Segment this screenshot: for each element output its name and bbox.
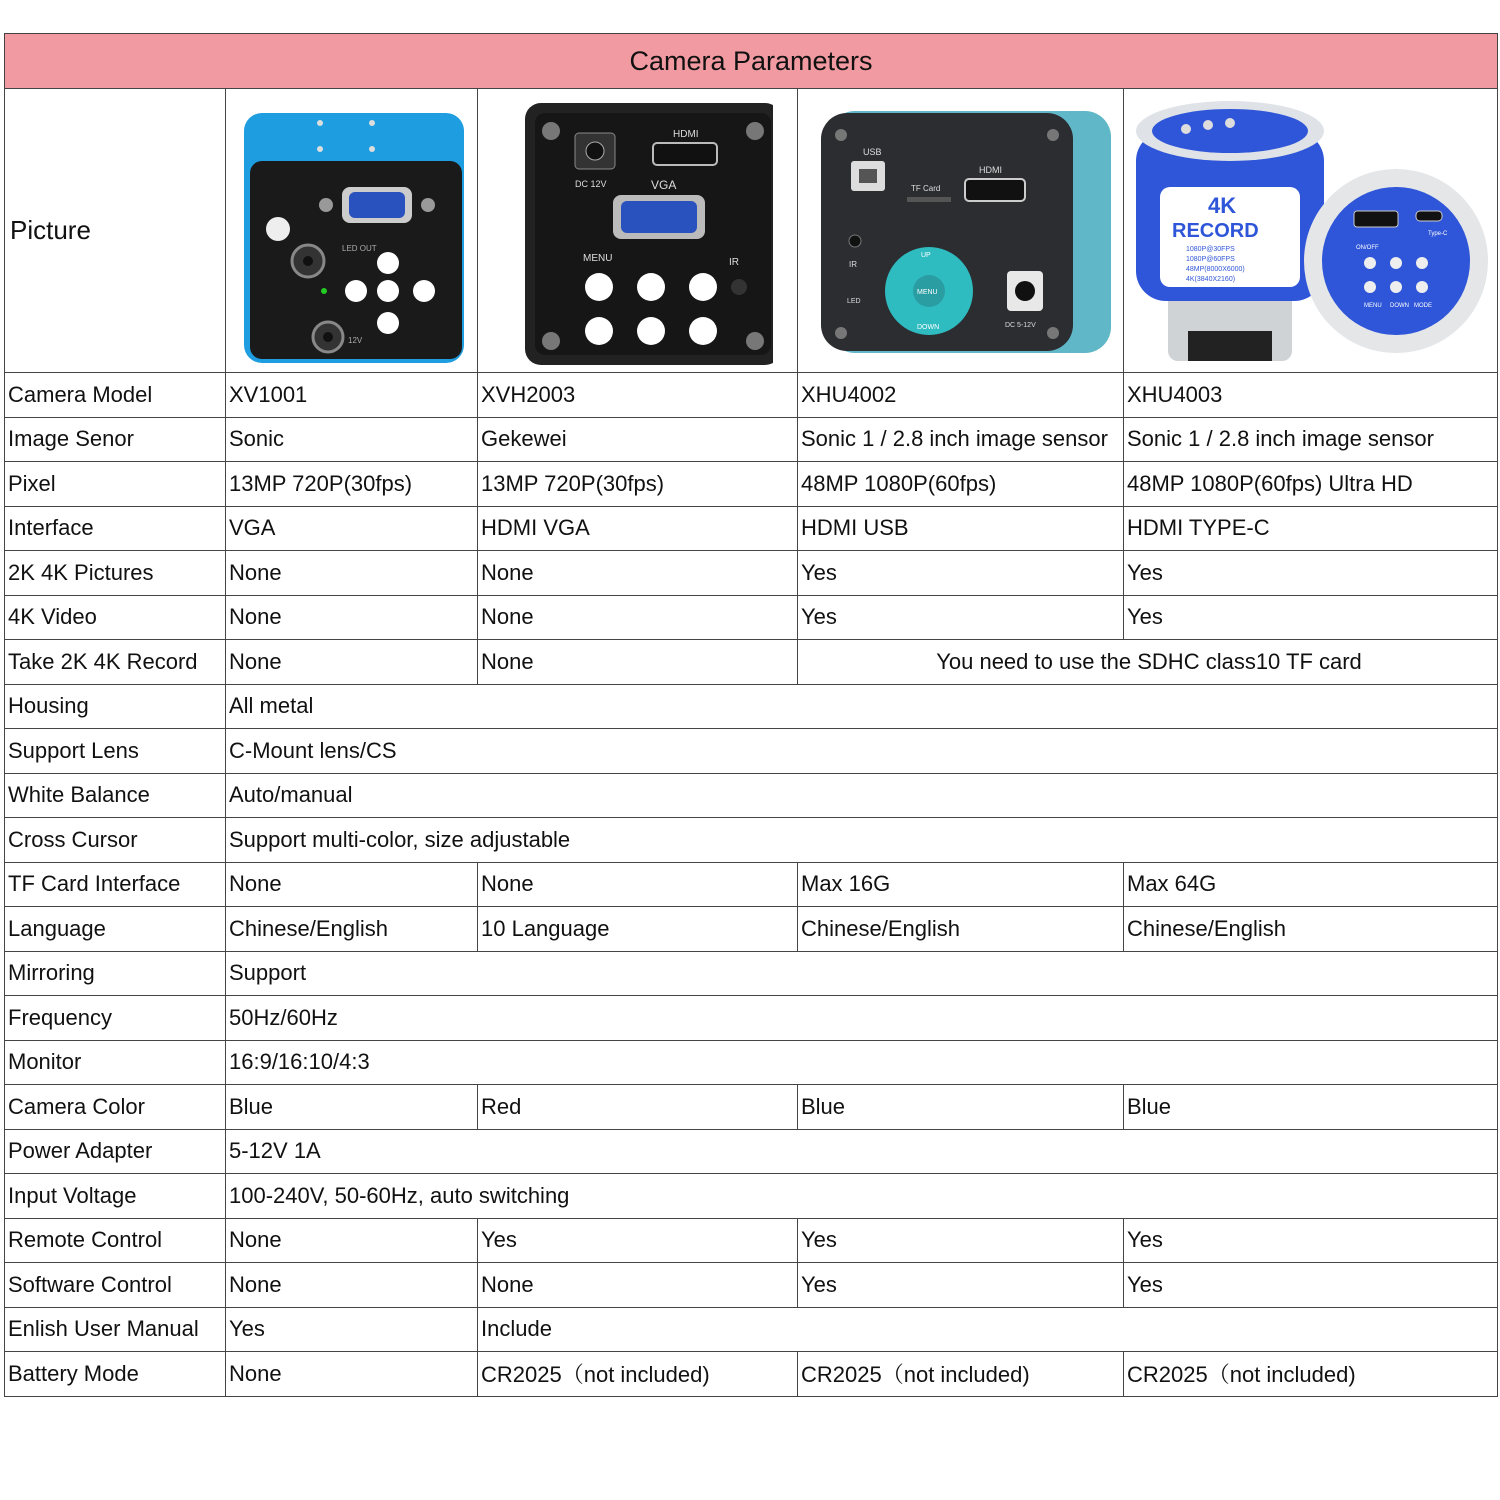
row-value: CR2025（not included) (1124, 1352, 1498, 1397)
svg-text:1080P@60FPS: 1080P@60FPS (1186, 255, 1235, 263)
table-row (5, 684, 1498, 729)
row-label: Camera Model (5, 373, 226, 418)
row-value: HDMI USB (798, 506, 1124, 551)
svg-text:USB: USB (862, 146, 882, 157)
row-value: Sonic 1 / 2.8 inch image sensor (1124, 417, 1498, 462)
table-row (5, 951, 1498, 996)
row-label: Frequency (5, 996, 226, 1041)
row-value: CR2025（not included) (478, 1352, 798, 1397)
table-row (5, 595, 1498, 640)
row-label: Input Voltage (5, 1174, 226, 1219)
row-value: Chinese/English (798, 907, 1124, 952)
row-value: All metal (226, 684, 1498, 729)
svg-text:HDMI: HDMI (978, 164, 1002, 175)
picture-cell-xhu4003 (1124, 89, 1498, 373)
svg-text:MODE: MODE (1414, 302, 1433, 309)
row-label: Mirroring (5, 951, 226, 996)
row-value: Yes (1124, 595, 1498, 640)
svg-text:MENU: MENU (582, 252, 612, 264)
row-label: 4K Video (5, 595, 226, 640)
svg-text:DC 5-12V: DC 5-12V (1004, 321, 1036, 329)
svg-text:VGA: VGA (650, 177, 676, 192)
row-value: Yes (1124, 1263, 1498, 1308)
table-row (5, 818, 1498, 863)
xv1001-camera-image (232, 91, 472, 371)
row-value: Sonic (226, 417, 478, 462)
table-row (5, 907, 1498, 952)
row-value: HDMI VGA (478, 506, 798, 551)
row-label: Pixel (5, 462, 226, 507)
title-row (5, 34, 1498, 89)
row-value: HDMI TYPE-C (1124, 506, 1498, 551)
picture-label: Picture (5, 89, 226, 373)
table-row (5, 373, 1498, 418)
row-value: Support (226, 951, 1498, 996)
svg-text:DOWN: DOWN (916, 323, 939, 331)
svg-text:IR: IR (848, 259, 857, 269)
table-title: Camera Parameters (5, 34, 1498, 89)
table-row (5, 1307, 1498, 1352)
row-value: Support multi-color, size adjustable (226, 818, 1498, 863)
row-value: 5-12V 1A (226, 1129, 1498, 1174)
svg-text:LED: LED (846, 297, 861, 305)
svg-text:48MP(8000X6000): 48MP(8000X6000) (1186, 265, 1245, 273)
row-value: Yes (798, 1263, 1124, 1308)
row-label: Support Lens (5, 729, 226, 774)
row-value: 48MP 1080P(60fps) (798, 462, 1124, 507)
row-value: None (478, 862, 798, 907)
row-value: 48MP 1080P(60fps) Ultra HD (1124, 462, 1498, 507)
table-row (5, 1352, 1498, 1397)
row-value: Yes (798, 1218, 1124, 1263)
row-value: 13MP 720P(30fps) (478, 462, 798, 507)
row-value: Max 16G (798, 862, 1124, 907)
svg-text:MENU: MENU (916, 288, 938, 296)
picture-row (5, 89, 1498, 373)
svg-text:4K(3840X2160): 4K(3840X2160) (1186, 275, 1236, 283)
row-label: Interface (5, 506, 226, 551)
row-label: Take 2K 4K Record (5, 640, 226, 685)
xhu4003-camera-image (1128, 91, 1493, 371)
picture-cell-xvh2003 (478, 89, 798, 373)
row-label: Monitor (5, 1040, 226, 1085)
row-value: XHU4003 (1124, 373, 1498, 418)
table-row (5, 862, 1498, 907)
row-value: Chinese/English (1124, 907, 1498, 952)
svg-text:12V: 12V (347, 335, 362, 345)
row-value: Yes (1124, 551, 1498, 596)
row-value: None (226, 595, 478, 640)
row-value: 10 Language (478, 907, 798, 952)
row-label: 2K 4K Pictures (5, 551, 226, 596)
table-row (5, 1085, 1498, 1130)
table-row (5, 640, 1498, 685)
row-value: VGA (226, 506, 478, 551)
row-label: Image Senor (5, 417, 226, 462)
table-row (5, 1174, 1498, 1219)
table-row (5, 551, 1498, 596)
row-label: Housing (5, 684, 226, 729)
row-value: Gekewei (478, 417, 798, 462)
table-row (5, 1129, 1498, 1174)
row-value: Blue (226, 1085, 478, 1130)
row-value: Yes (798, 551, 1124, 596)
row-value: Yes (478, 1218, 798, 1263)
row-value: Yes (1124, 1218, 1498, 1263)
row-value: Blue (798, 1085, 1124, 1130)
svg-text:MENU: MENU (1364, 302, 1382, 309)
svg-text:LED OUT: LED OUT (341, 243, 377, 253)
table-row (5, 1040, 1498, 1085)
row-value: CR2025（not included) (798, 1352, 1124, 1397)
svg-text:UP: UP (920, 251, 931, 259)
row-value: 50Hz/60Hz (226, 996, 1498, 1041)
row-value: C-Mount lens/CS (226, 729, 1498, 774)
row-value: None (226, 1263, 478, 1308)
xvh2003-camera-image (503, 91, 773, 371)
row-label: Cross Cursor (5, 818, 226, 863)
row-value: Auto/manual (226, 773, 1498, 818)
svg-text:ON/OFF: ON/OFF (1356, 244, 1379, 251)
row-label: Remote Control (5, 1218, 226, 1263)
table-row (5, 1263, 1498, 1308)
row-label: Battery Mode (5, 1352, 226, 1397)
row-value: None (226, 1218, 478, 1263)
row-label: Camera Color (5, 1085, 226, 1130)
row-label: Power Adapter (5, 1129, 226, 1174)
svg-text:DC 12V: DC 12V (574, 178, 607, 189)
svg-text:Type-C: Type-C (1428, 230, 1448, 237)
row-label: White Balance (5, 773, 226, 818)
svg-text:4K: 4K (1208, 192, 1237, 218)
picture-cell-xhu4002 (798, 89, 1124, 373)
svg-text:DOWN: DOWN (1390, 302, 1410, 309)
svg-text:RECORD: RECORD (1172, 219, 1259, 242)
row-value: XVH2003 (478, 373, 798, 418)
table-row (5, 506, 1498, 551)
row-value: Chinese/English (226, 907, 478, 952)
row-label: Enlish User Manual (5, 1307, 226, 1352)
svg-text:TF Card: TF Card (910, 183, 940, 193)
row-value: None (478, 551, 798, 596)
row-value: You need to use the SDHC class10 TF card (798, 640, 1498, 685)
svg-text:IR: IR (728, 256, 739, 268)
row-value: None (226, 551, 478, 596)
row-value: 13MP 720P(30fps) (226, 462, 478, 507)
table-row (5, 773, 1498, 818)
row-label: Language (5, 907, 226, 952)
row-value: Blue (1124, 1085, 1498, 1130)
picture-cell-xv1001 (226, 89, 478, 373)
xhu4002-camera-image (811, 91, 1111, 371)
camera-parameters-table (4, 33, 1498, 1397)
row-value: Max 64G (1124, 862, 1498, 907)
row-value: None (478, 1263, 798, 1308)
row-label: TF Card Interface (5, 862, 226, 907)
row-value: 100-240V, 50-60Hz, auto switching (226, 1174, 1498, 1219)
row-label: Software Control (5, 1263, 226, 1308)
row-value: None (478, 640, 798, 685)
table-row (5, 729, 1498, 774)
table-row (5, 996, 1498, 1041)
row-value: XV1001 (226, 373, 478, 418)
table-row (5, 417, 1498, 462)
row-value: Include (478, 1307, 1498, 1352)
row-value: None (226, 1352, 478, 1397)
row-value: None (226, 640, 478, 685)
row-value: None (478, 595, 798, 640)
row-value: Red (478, 1085, 798, 1130)
row-value: Yes (798, 595, 1124, 640)
svg-text:1080P@30FPS: 1080P@30FPS (1186, 245, 1235, 253)
row-value: XHU4002 (798, 373, 1124, 418)
row-value: Sonic 1 / 2.8 inch image sensor (798, 417, 1124, 462)
row-value: Yes (226, 1307, 478, 1352)
table-row (5, 462, 1498, 507)
row-value: None (226, 862, 478, 907)
table-row (5, 1218, 1498, 1263)
row-value: 16:9/16:10/4:3 (226, 1040, 1498, 1085)
svg-text:HDMI: HDMI (672, 128, 699, 140)
